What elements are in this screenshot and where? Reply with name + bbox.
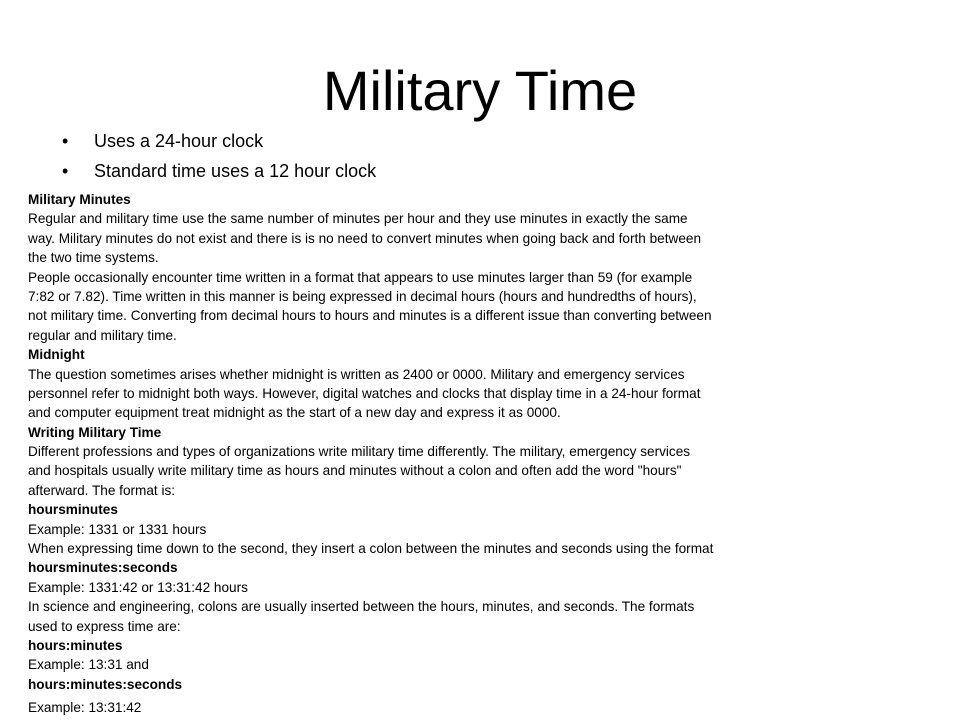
bullet-item — [62, 156, 376, 186]
example-line: Example: 13:31 and — [28, 657, 149, 673]
bullet-text: Standard time uses a 12 hour clock — [94, 161, 377, 181]
body-line: When expressing time down to the second, they insert a colon between the minutes and seconds using the format — [28, 541, 714, 557]
slide-title: Military Time — [322, 59, 638, 122]
body-line: Regular and military time use the same number of minutes per hour and they use minutes in exactly the same — [28, 211, 688, 227]
midnight-heading: Midnight — [28, 347, 85, 363]
bullet-text: Uses a 24-hour clock — [94, 131, 264, 151]
writing-military-time-heading: Writing Military Time — [28, 424, 162, 440]
bullet-item — [62, 126, 376, 156]
example-line: Example: 1331 or 1331 hours — [28, 521, 207, 537]
body-line: the two time systems. — [28, 250, 159, 266]
format-hoursminutes: hoursminutes — [28, 502, 118, 518]
format-hours-minutes: hours:minutes — [28, 637, 123, 653]
body-line: personnel refer to midnight both ways. However, digital watches and clocks that display time in a 24-hour format — [28, 385, 701, 401]
body-line: and computer equipment treat midnight as the start of a new day and express it as 0000. — [28, 405, 561, 421]
body-line: regular and military time. — [28, 327, 177, 343]
body-line: used to express time are: — [28, 618, 181, 634]
body-line: 7:82 or 7.82). Time written in this manner is being expressed in decimal hours (hours and hundredths of hours), — [28, 288, 697, 304]
example-line: Example: 13:31:42 — [28, 700, 142, 716]
military-minutes-heading: Military Minutes — [28, 192, 131, 207]
bullet-dot-icon: • — [62, 131, 69, 151]
body-line: way. Military minutes do not exist and there is is no need to convert minutes when going back and forth between — [28, 230, 702, 246]
body-line: The question sometimes arises whether midnight is written as 2400 or 0000. Military and emergency services — [28, 366, 685, 382]
body-line: not military time. Converting from decimal hours to hours and minutes is a different issue than converting between — [28, 308, 712, 324]
notes-body — [28, 190, 838, 718]
body-line: Different professions and types of organizations write military time differently. The military, emergency services — [28, 444, 691, 460]
body-line: afterward. The format is: — [28, 482, 176, 498]
format-hoursminutes-seconds: hoursminutes:seconds — [28, 560, 178, 576]
body-line: and hospitals usually write military time as hours and minutes without a colon and often add the word "hours" — [28, 463, 682, 479]
bullet-list — [62, 126, 376, 186]
bullet-dot-icon: • — [62, 161, 69, 181]
body-line: People occasionally encounter time written in a format that appears to use minutes larger than 59 (for example — [28, 269, 693, 285]
example-line: Example: 1331:42 or 13:31:42 hours — [28, 579, 248, 595]
body-line: In science and engineering, colons are usually inserted between the hours, minutes, and seconds. The formats — [28, 599, 695, 615]
format-hours-minutes-seconds: hours:minutes:seconds — [28, 676, 183, 692]
